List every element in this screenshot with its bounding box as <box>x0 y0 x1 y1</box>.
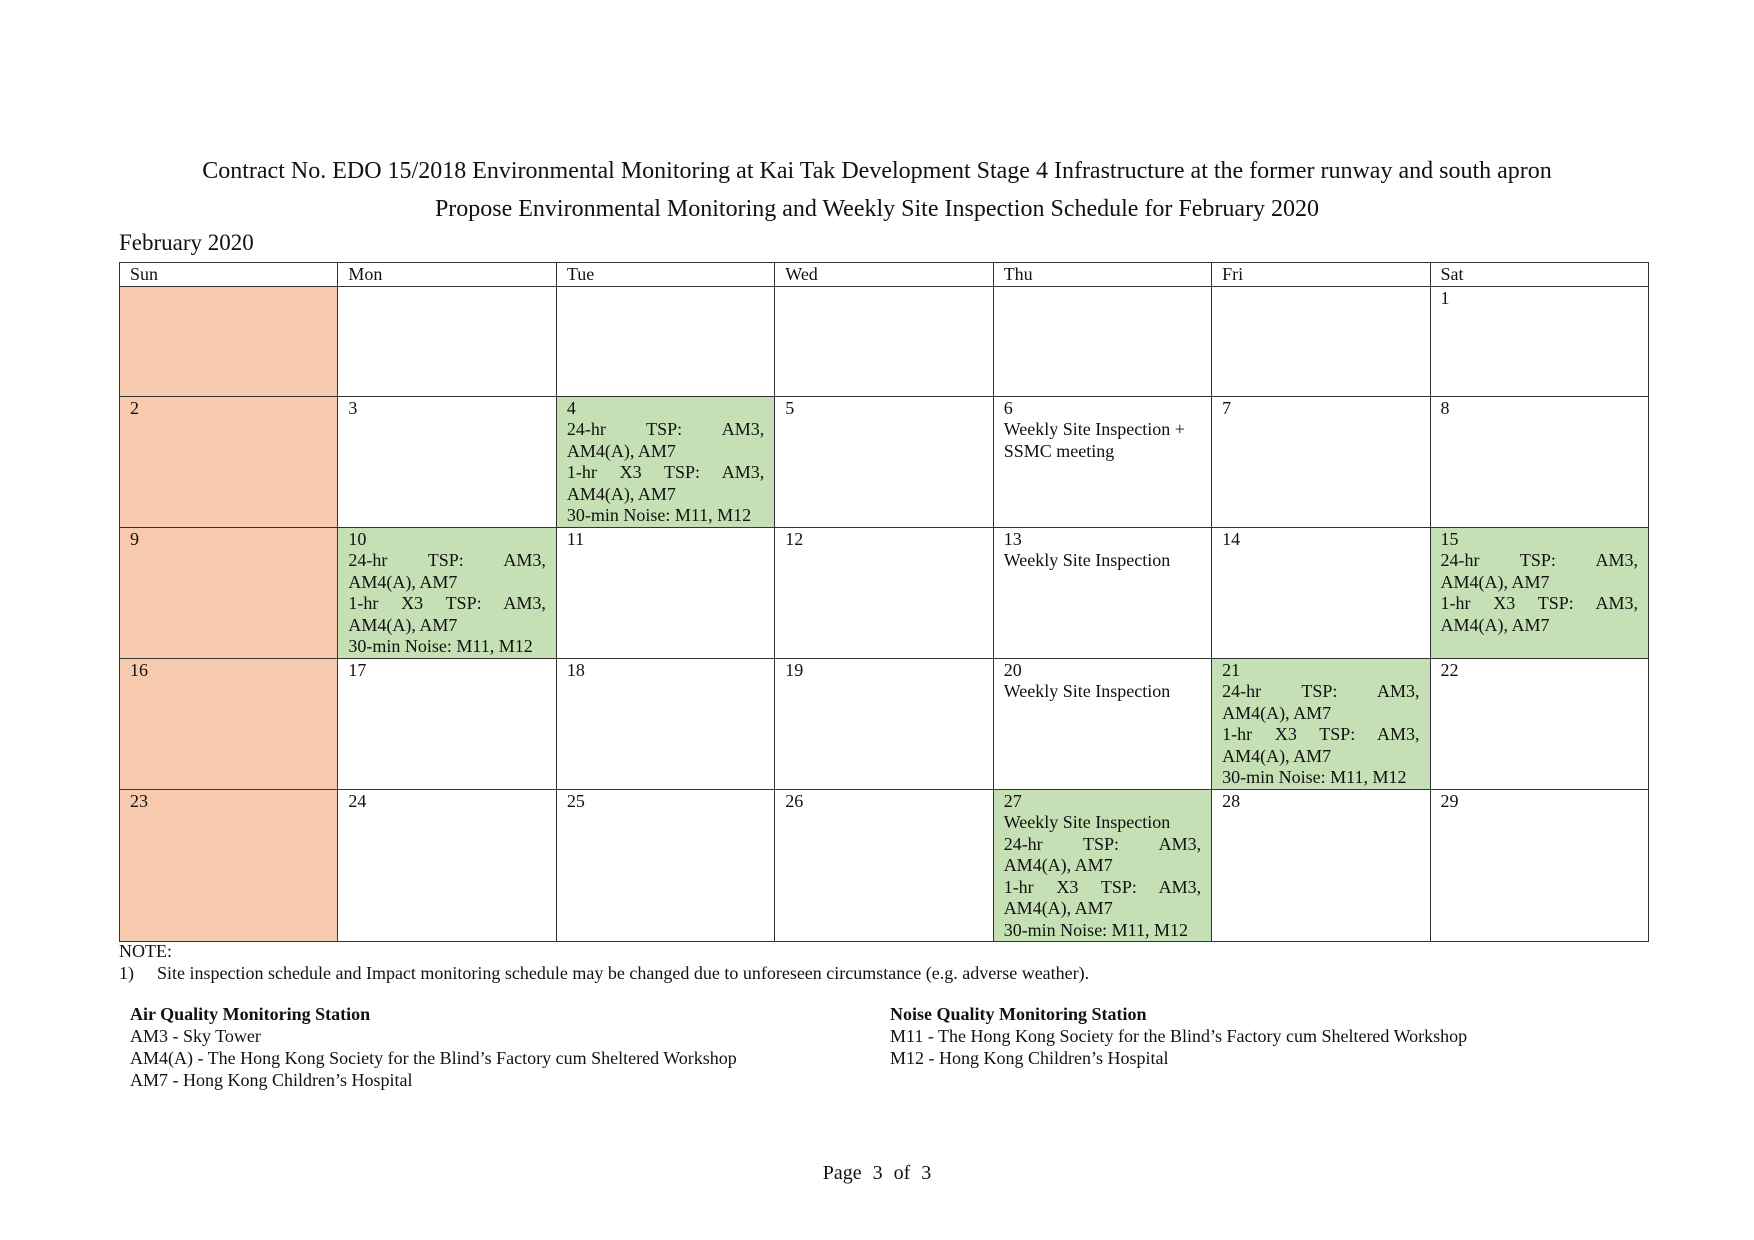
document-title <box>0 152 1754 228</box>
day-number: 26 <box>785 790 804 811</box>
day-number: 21 <box>1222 659 1241 680</box>
day-number: 3 <box>348 397 358 418</box>
day-number: 2 <box>130 397 139 418</box>
day-cell <box>1430 658 1648 789</box>
schedule-entry: 24-hr TSP: AM3, <box>1003 833 1202 854</box>
day-number: 25 <box>566 790 585 811</box>
air-legend-heading: Air Quality Monitoring Station <box>130 1004 371 1024</box>
schedule-entry: Weekly Site Inspection <box>1003 550 1171 570</box>
day-header-fri: Fri <box>1212 263 1430 287</box>
day-number: 6 <box>1003 397 1013 418</box>
day-number: 5 <box>785 397 795 418</box>
day-cell <box>993 286 1211 396</box>
air-legend-item: AM7 - Hong Kong Children’s Hospital <box>130 1070 413 1090</box>
schedule-entry: AM4(A), AM7 <box>1003 855 1113 875</box>
schedule-entry: 30-min Noise: M11, M12 <box>348 636 533 656</box>
note-item <box>119 962 1089 984</box>
day-cell <box>1212 789 1430 942</box>
schedule-entry: 1-hr X3 TSP: AM3, <box>1440 593 1638 613</box>
day-number: 28 <box>1222 790 1241 811</box>
schedule-entry: AM4(A), AM7 <box>1222 745 1332 766</box>
noise-legend-item: M11 - The Hong Kong Society for the Blind’s Factory cum Sheltered Workshop <box>890 1026 1468 1046</box>
noise-legend-item: M12 - Hong Kong Children’s Hospital <box>890 1048 1169 1068</box>
day-header-wed: Wed <box>775 263 993 287</box>
week-row <box>120 789 1649 942</box>
day-number: 14 <box>1222 528 1241 549</box>
schedule-entry: 1-hr X3 TSP: AM3, <box>1222 724 1420 744</box>
day-cell <box>1430 527 1648 658</box>
day-cell <box>775 789 993 942</box>
day-cell <box>556 396 774 527</box>
day-cell <box>1430 286 1648 396</box>
notes-section <box>119 940 1089 984</box>
day-cell <box>338 527 556 658</box>
day-number: 13 <box>1003 528 1022 549</box>
day-header-row <box>120 263 1649 287</box>
day-number: 15 <box>1440 528 1459 549</box>
day-cell <box>556 286 774 396</box>
week-row <box>120 286 1649 396</box>
air-legend-item: AM4(A) - The Hong Kong Society for the Blind’s Factory cum Sheltered Workshop <box>130 1048 737 1068</box>
day-cell <box>120 789 338 942</box>
day-cell <box>556 658 774 789</box>
schedule-entry: AM4(A), AM7 <box>566 440 676 461</box>
schedule-entry: 1-hr X3 TSP: AM3, <box>566 462 765 482</box>
schedule-entry: Weekly Site Inspection <box>1003 681 1171 701</box>
schedule-entry: AM4(A), AM7 <box>1440 614 1550 635</box>
day-number: 20 <box>1003 659 1022 680</box>
day-cell <box>1430 789 1648 942</box>
schedule-entry: AM4(A), AM7 <box>348 571 458 592</box>
day-number: 27 <box>1003 790 1022 811</box>
day-header-tue: Tue <box>556 263 774 287</box>
title-line-1: Contract No. EDO 15/2018 Environmental Monitoring at Kai Tak Development Stage 4 Infrastructure at the former runway and south apron <box>202 158 1552 184</box>
day-cell <box>993 789 1211 942</box>
note-text: Site inspection schedule and Impact monitoring schedule may be changed due to unforeseen circumstance (e.g. adverse weather). <box>157 963 1090 983</box>
day-cell <box>338 396 556 527</box>
week-row <box>120 658 1649 789</box>
schedule-entry: 1-hr X3 TSP: AM3, <box>348 593 546 613</box>
notes-heading: NOTE: <box>119 941 172 961</box>
schedule-entry: 24-hr TSP: AM3, <box>348 550 546 570</box>
day-cell <box>993 658 1211 789</box>
title-line-2: Propose Environmental Monitoring and Weekly Site Inspection Schedule for February 2020 <box>434 196 1320 222</box>
week-row <box>120 396 1649 527</box>
schedule-entry: SSMC meeting <box>1003 440 1115 461</box>
calendar-table <box>119 262 1649 942</box>
day-header-thu: Thu <box>993 263 1211 287</box>
day-number: 8 <box>1440 397 1450 418</box>
day-number: 18 <box>566 659 585 680</box>
day-cell <box>775 396 993 527</box>
day-header-sun: Sun <box>120 263 338 287</box>
day-number: 23 <box>130 790 148 811</box>
day-number: 24 <box>348 790 367 811</box>
page-number: Page 3 of 3 <box>822 1162 932 1184</box>
day-cell <box>120 527 338 658</box>
day-cell <box>338 658 556 789</box>
day-cell <box>1212 286 1430 396</box>
schedule-entry: AM4(A), AM7 <box>566 483 676 504</box>
day-cell <box>556 789 774 942</box>
noise-station-legend <box>890 1003 1467 1069</box>
day-number: 1 <box>1440 287 1450 308</box>
day-cell <box>338 286 556 396</box>
day-cell <box>775 286 993 396</box>
air-legend-item: AM3 - Sky Tower <box>130 1026 261 1046</box>
schedule-entry: AM4(A), AM7 <box>1222 702 1332 723</box>
day-number: 10 <box>348 528 367 549</box>
calendar-body <box>120 286 1649 942</box>
day-header-mon: Mon <box>338 263 556 287</box>
day-number: 22 <box>1440 659 1459 680</box>
day-number: 29 <box>1440 790 1459 811</box>
day-cell <box>775 658 993 789</box>
noise-legend-heading: Noise Quality Monitoring Station <box>890 1004 1147 1024</box>
day-cell <box>338 789 556 942</box>
day-cell <box>993 396 1211 527</box>
day-number: 12 <box>785 528 804 549</box>
day-number: 17 <box>348 659 367 680</box>
schedule-entry: 24-hr TSP: AM3, <box>1440 550 1638 570</box>
day-cell <box>120 396 338 527</box>
day-cell <box>775 527 993 658</box>
month-label: February 2020 <box>119 230 254 255</box>
day-cell <box>120 658 338 789</box>
schedule-entry: 30-min Noise: M11, M12 <box>1003 919 1189 940</box>
schedule-entry: Weekly Site Inspection + <box>1003 419 1185 439</box>
day-cell <box>993 527 1211 658</box>
day-cell <box>1212 527 1430 658</box>
schedule-entry: AM4(A), AM7 <box>1440 571 1550 592</box>
note-number: 1) <box>119 963 134 983</box>
week-row <box>120 527 1649 658</box>
schedule-entry: 24-hr TSP: AM3, <box>1222 681 1420 701</box>
day-number: 11 <box>566 528 585 549</box>
air-station-legend <box>130 1003 737 1091</box>
day-header-sat: Sat <box>1430 263 1648 287</box>
day-number: 16 <box>130 659 148 680</box>
day-number: 7 <box>1222 397 1232 418</box>
schedule-entry: AM4(A), AM7 <box>1003 898 1113 918</box>
day-cell <box>556 527 774 658</box>
schedule-entry: 30-min Noise: M11, M12 <box>566 505 752 525</box>
day-cell <box>1212 658 1430 789</box>
day-number: 19 <box>785 659 804 680</box>
schedule-entry: 24-hr TSP: AM3, <box>566 419 765 439</box>
day-cell <box>120 286 338 396</box>
day-number: 4 <box>566 397 576 418</box>
schedule-entry: 1-hr X3 TSP: AM3, <box>1003 876 1202 897</box>
day-cell <box>1212 396 1430 527</box>
day-cell <box>1430 396 1648 527</box>
schedule-entry: AM4(A), AM7 <box>348 614 458 635</box>
day-number: 9 <box>130 528 139 549</box>
schedule-entry: Weekly Site Inspection <box>1003 812 1171 832</box>
schedule-entry: 30-min Noise: M11, M12 <box>1222 767 1407 787</box>
